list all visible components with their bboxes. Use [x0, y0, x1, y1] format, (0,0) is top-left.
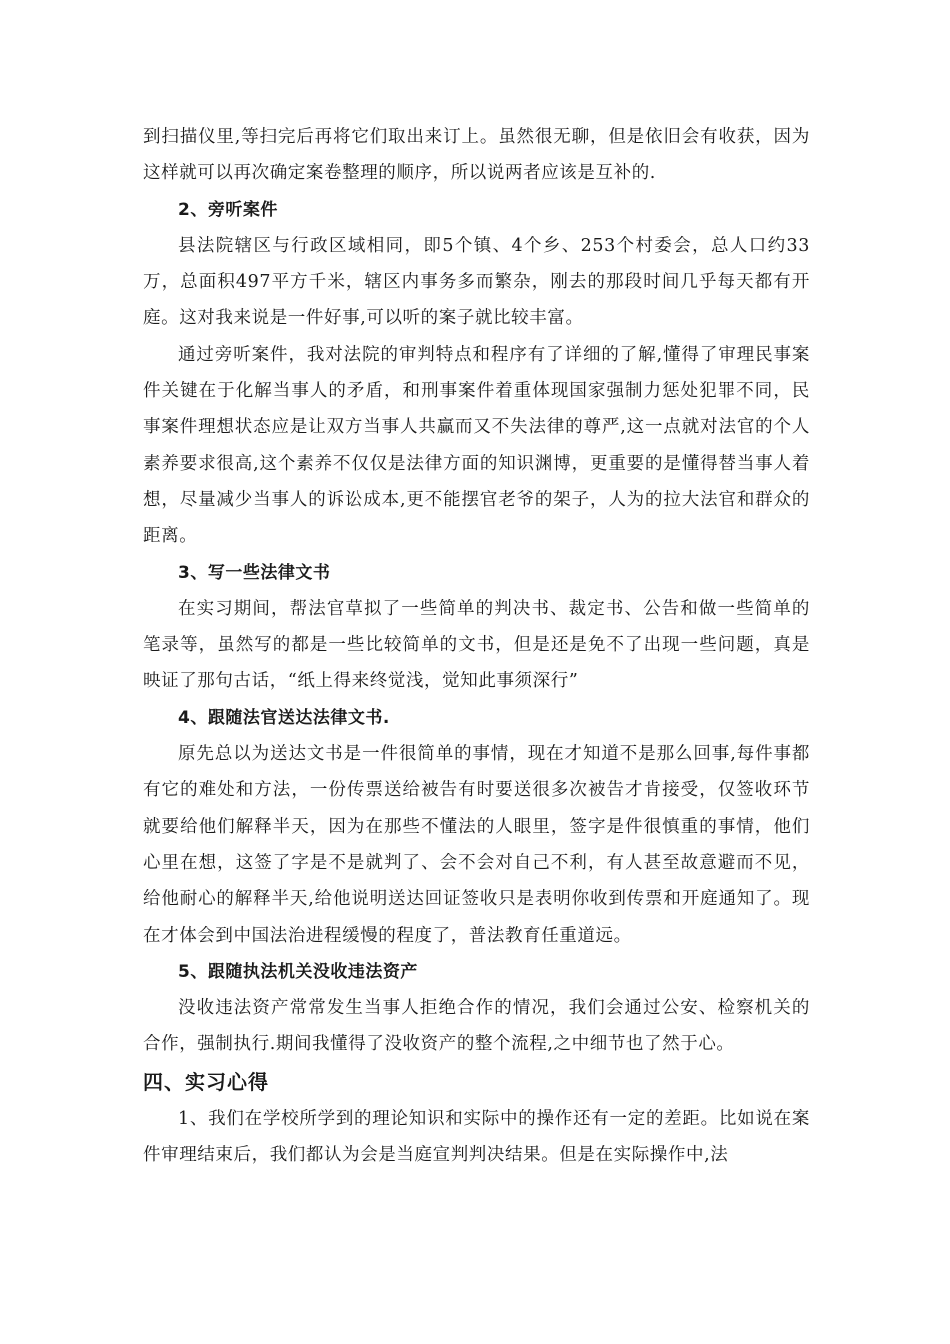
document-page — [143, 119, 810, 1173]
subheading-legal-documents: 3、写一些法律文书 — [178, 562, 331, 583]
paragraph-court-jurisdiction: 县法院辖区与行政区域相同，即5个镇、4个乡、253个村委会，总人口约33万，总面积497平方千米，辖区内事务多而繁杂，刚去的那段时间几乎每天都有开庭。这对我来说是一件好事,可以听的案子就比较丰富。 — [143, 235, 810, 329]
paragraph-theory-vs-practice: 1、我们在学校所学到的理论知识和实际中的操作还有一定的差距。比如说在案件审理结束后，我们都认为会是当庭宣判判决结果。但是在实际操作中,法 — [143, 1108, 810, 1166]
paragraph-asset-confiscation: 没收违法资产常常发生当事人拒绝合作的情况，我们会通过公安、检察机关的合作，强制执行.期间我懂得了没收资产的整个流程,之中细节也了然于心。 — [143, 998, 810, 1055]
paragraph-hearing-insights: 通过旁听案件，我对法院的审判特点和程序有了详细的了解,懂得了审理民事案件关键在于化解当事人的矛盾，和刑事案件着重体现国家强制力惩处犯罪不同，民事案件理想状态应是让双方当事人共赢而又不失法律的尊严,这一点就对法官的个人素养要求很高,这个素养不仅仅是法律方面的知识渊博，更重要的是懂得替当事人着想，尽量减少当事人的诉讼成本,更不能摆官老爷的架子，人为的拉大法官和群众的距离。 — [143, 344, 810, 547]
section-heading-internship-reflections: 四、实习心得 — [143, 1069, 269, 1094]
paragraph-archive-scanning: 到扫描仪里,等扫完后再将它们取出来订上。虽然很无聊，但是依旧会有收获，因为这样就可以再次确定案卷整理的顺序，所以说两者应该是互补的. — [143, 127, 810, 184]
paragraph-serving-documents: 原先总以为送达文书是一件很简单的事情，现在才知道不是那么回事,每件事都有它的难处和方法，一份传票送给被告有时要送很多次被告才肯接受，仅签收环节就要给他们解释半天，因为在那些不懂法的人眼里，签字是件很慎重的事情，他们心里在想，这签了字是不是就判了、会不会对自己不利，有人甚至故意避而不见，给他耐心的解释半天,给他说明送达回证签收只是表明你收到传票和开庭通知了。现在才体会到中国法治进程缓慢的程度了，普法教育任重道远。 — [143, 744, 810, 946]
subheading-asset-confiscation: 5、跟随执法机关没收违法资产 — [178, 961, 418, 982]
paragraph-drafting-documents: 在实习期间，帮法官草拟了一些简单的判决书、裁定书、公告和做一些简单的笔录等，虽然写的都是一些比较简单的文书，但是还是免不了出现一些问题，真是映证了那句古话，“纸上得来终觉浅，觉知此事须深行” — [143, 598, 810, 692]
subheading-attend-hearings: 2、旁听案件 — [178, 199, 278, 220]
subheading-serving-documents: 4、跟随法官送达法律文书. — [178, 707, 390, 728]
